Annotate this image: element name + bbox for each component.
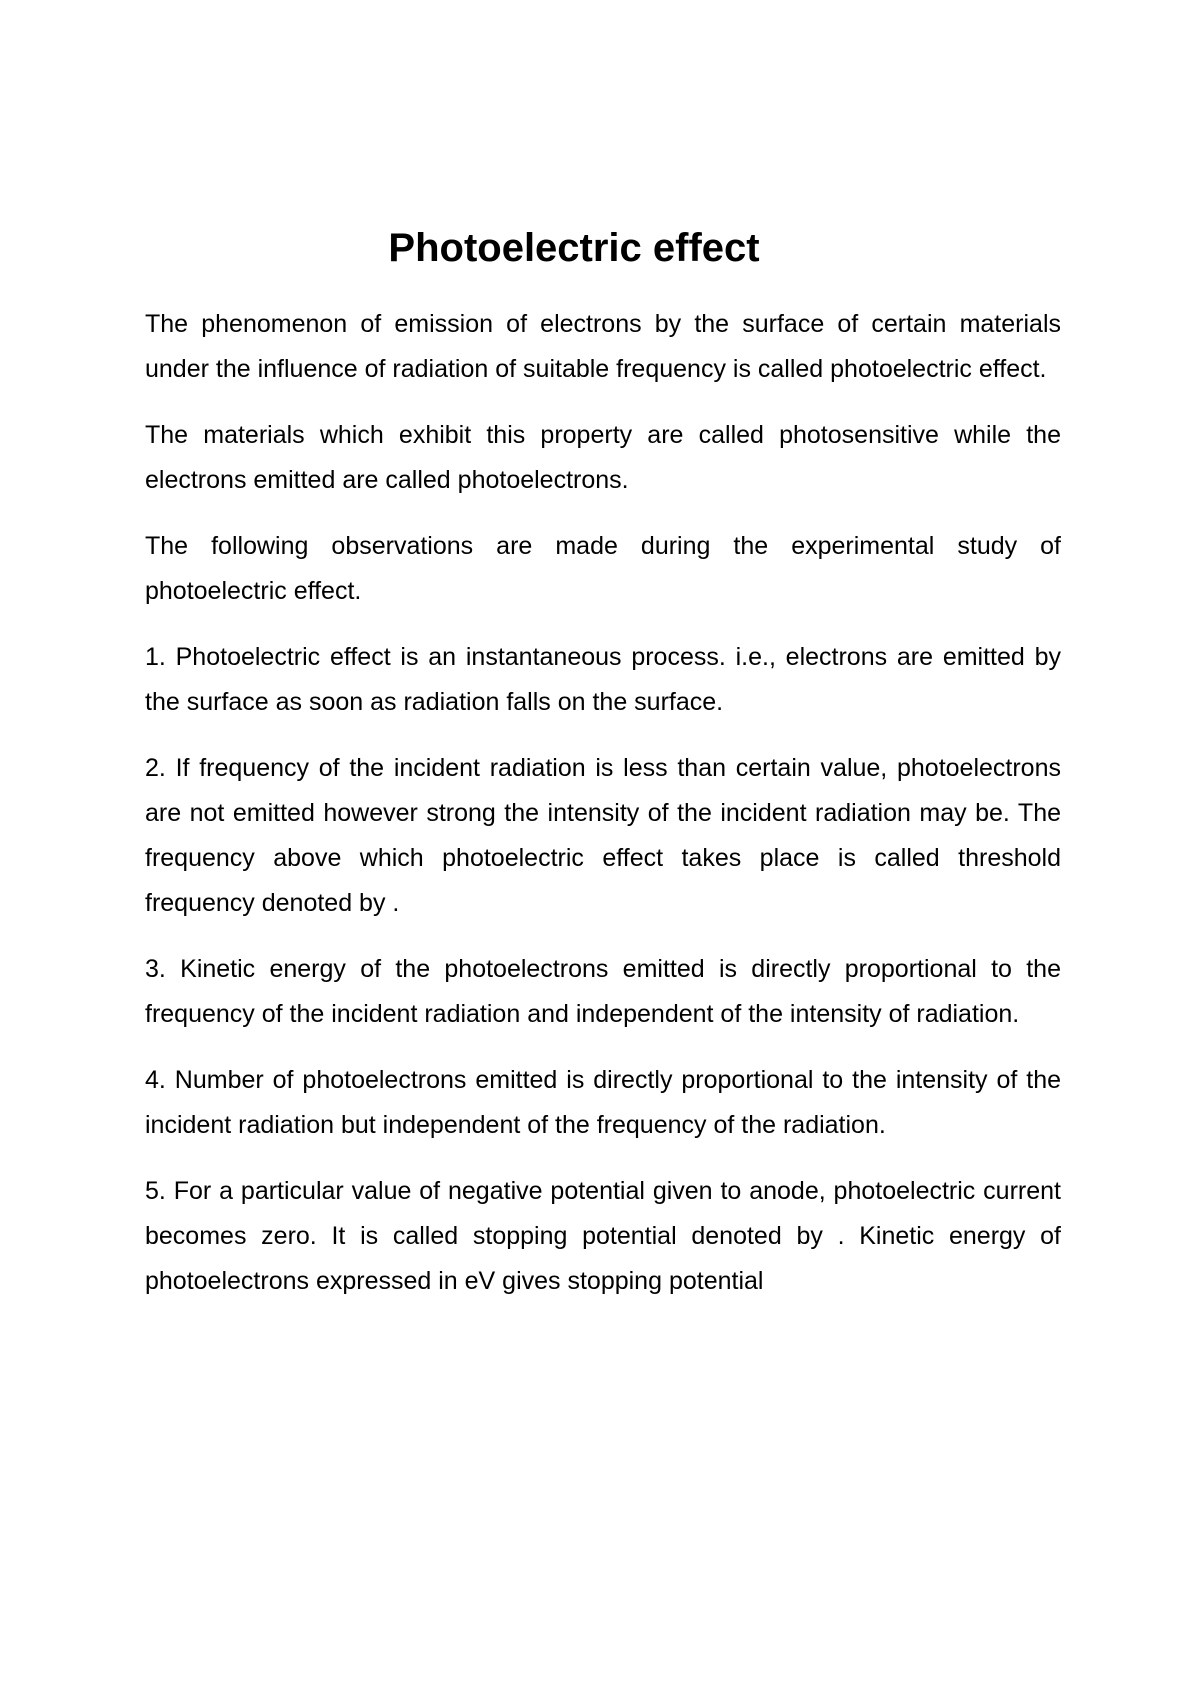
observation-1: 1. Photoelectric effect is an instantaneous process. i.e., electrons are emitted by the surface as soon as radiation falls on the surface. <box>145 643 1061 716</box>
observation-5: 5. For a particular value of negative potential given to anode, photoelectric current becomes zero. It is called stopping potential denoted by . Kinetic energy of photoelectrons expressed in eV gives stopping potential <box>145 1177 1061 1295</box>
observation-3: 3. Kinetic energy of the photoelectrons emitted is directly proportional to the frequency of the incident radiation and independent of the intensity of radiation. <box>145 955 1061 1028</box>
paragraph-definition: The phenomenon of emission of electrons by the surface of certain materials under the influence of radiation of suitable frequency is called photoelectric effect. <box>145 310 1061 383</box>
observation-2: 2. If frequency of the incident radiation is less than certain value, photoelectrons are not emitted however strong the intensity of the incident radiation may be. The frequency above which photoelectric effect takes place is called threshold frequency denoted by . <box>145 754 1061 917</box>
paragraph-photosensitive: The materials which exhibit this property are called photosensitive while the electrons emitted are called photoelectrons. <box>145 421 1061 494</box>
document-title: Photoelectric effect <box>388 226 760 270</box>
paragraph-observations-intro: The following observations are made during the experimental study of photoelectric effect. <box>145 532 1061 605</box>
document-body <box>145 222 1061 1325</box>
observation-4: 4. Number of photoelectrons emitted is directly proportional to the intensity of the incident radiation but independent of the frequency of the radiation. <box>145 1066 1061 1139</box>
